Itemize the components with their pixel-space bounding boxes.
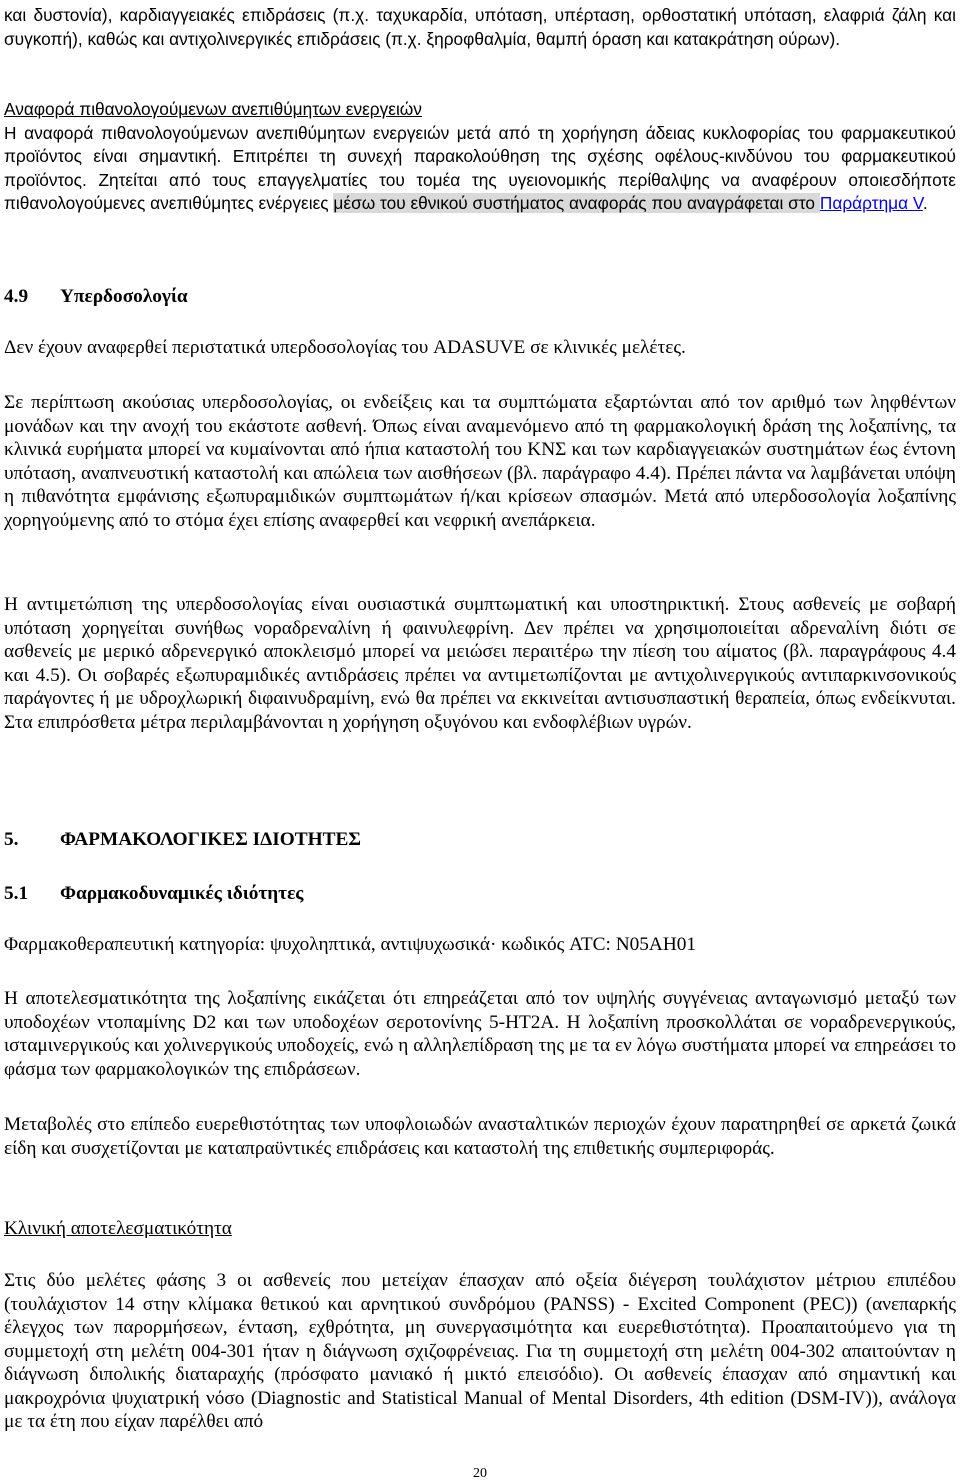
overdose-paragraph-1: Δεν έχουν αναφερθεί περιστατικά υπερδοσολογίας του ADASUVE σε κλινικές μελέτες. [4, 337, 686, 358]
adr-text-2: Ζητείται από τους επαγγελματίες του τομέα της υγειονομικής περίθαλψης να αναφέρουν οποιεσδήποτε πιθανολογούμενες ανεπιθύμητες ενέργειες [4, 169, 956, 213]
adr-text-1: Η αναφορά πιθανολογούμενων ανεπιθύμητων ενεργειών μετά από τη χορήγηση άδειας κυκλοφορίας του φαρμακευτικού προϊόντος είναι σημαντική. Επιτρέπει τη συνεχή παρακολούθηση της σχέσης οφέλους-κινδύνου του φαρμακευτικού προϊόντος. [4, 122, 956, 190]
adr-highlight: μέσω του εθνικού συστήματος αναφοράς που αναγράφεται στο [333, 193, 820, 213]
adr-title: Αναφορά πιθανολογούμενων ανεπιθύμητων ενεργειών [4, 99, 422, 119]
adr-paragraph [4, 122, 956, 216]
pharmacotherapeutic-group: Φαρμακοθεραπευτική κατηγορία: ψυχοληπτικά, αντιψυχωσικά· κωδικός ATC: N05AH01 [4, 934, 697, 955]
annex-v-link[interactable]: Παράρτημα V [819, 193, 923, 213]
overdose-paragraph-3: Η αντιμετώπιση της υπερδοσολογίας είναι ουσιαστικά συμπτωματική και υποστηρικτική. Στους ασθενείς με σοβαρή υπόταση χορηγείται συνήθως νοραδρεναλίνη ή φαινυλεφρίνη. Δεν πρέπει να χρησιμοποιείται αδρεναλίνη διότι σε ασθενείς με μερικό αδρενεργικό αποκλεισμό μπορεί να μειώσει περαιτέρω την πίεση του αίματος (βλ. παραγράφους 4.4 και 4.5). Οι σοβαρές εξωπυραμιδικές αντιδράσεις πρέπει να αντιμετωπίζονται με αντιχολινεργικούς αντιπαρκινσονικούς παράγοντες ή με υδροχλωρική διφαινυδραμίνη, ενώ θα πρέπει να εκκινείται αντισυσπαστική θεραπεία, όπως ενδείκνυται. Στα επιπρόσθετα μέτρα περιλαμβάνονται η χορήγηση οξυγόνου και ενδοφλέβιων υγρών. [4, 594, 956, 733]
overdose-paragraph-2: Σε περίπτωση ακούσιας υπερδοσολογίας, οι ενδείξεις και τα συμπτώματα εξαρτώνται από τον αριθμό των ληφθέντων μονάδων και την ανοχή του εκάστοτε ασθενή. Όπως είναι αναμενόμενο από τη φαρμακολογική δράση της λοξαπίνης, τα κλινικά ευρήματα μπορεί να κυμαίνονται από ήπια καταστολή του ΚΝΣ και των καρδιαγγειακών συστημάτων έως έντονη υπόταση, αναπνευστική καταστολή και απώλεια των αισθήσεων (βλ. παράγραφο 4.4). Πρέπει πάντα να λαμβάνεται υπόψη η πιθανότητα εμφάνισης εξωπυραμιδικών συμπτωμάτων ή/και κρίσεων σπασμών. Μετά από υπερδοσολογία λοξαπίνης χορηγούμενης από το στόμα έχει επίσης αναφερθεί και νεφρική ανεπάρκεια. [4, 392, 956, 531]
intro-paragraph: και δυστονία), καρδιαγγειακές επιδράσεις (π.χ. ταχυκαρδία, υπόταση, υπέρταση, ορθοστατική υπόταση, ελαφριά ζάλη και συγκοπή), καθώς και αντιχολινεργικές επιδράσεις (π.χ. ξηροφθαλμία, θαμπή όραση και κατακράτηση ούρων). [4, 5, 956, 49]
section-5-1-heading [4, 882, 303, 906]
section-title: ΦΑΡΜΑΚΟΛΟΓΙΚΕΣ ΙΔΙΟΤΗΤΕΣ [60, 829, 361, 850]
page-number: 20 [473, 1466, 487, 1481]
pharmacodynamics-paragraph: Η αποτελεσματικότητα της λοξαπίνης εικάζεται ότι επηρεάζεται από τον υψηλής συγγένειας ανταγωνισμό μεταξύ των υποδοχέων ντοπαμίνης D2 και των υποδοχέων σεροτονίνης 5-HT2A. Η λοξαπίνη προσκολλάται σε νοραδρενεργικούς, ισταμινεργικούς και χολινεργικούς υποδοχείς, ενώ η αλληλεπίδραση της με τα εν λόγω συστήματα μπορεί να επηρεάσει το φάσμα των φαρμακολογικών της επιδράσεων. [4, 988, 956, 1080]
section-number: 5.1 [4, 883, 29, 904]
behaviour-paragraph: Μεταβολές στο επίπεδο ευερεθιστότητας των υποφλοιωδών ανασταλτικών περιοχών έχουν παρατηρηθεί σε αρκετά ζωικά είδη και συσχετίζονται με καταπραϋντικές επιδράσεις και καταστολή της επιθετικής συμπεριφοράς. [4, 1114, 956, 1159]
section-title: Φαρμακοδυναμικές ιδιότητες [60, 883, 304, 904]
section-5-heading [4, 828, 361, 852]
adr-end: . [922, 193, 928, 213]
section-4-9-heading [4, 285, 188, 309]
section-title: Υπερδοσολογία [60, 286, 188, 307]
section-number: 4.9 [4, 286, 29, 307]
clinical-efficacy-title: Κλινική αποτελεσματικότητα [4, 1218, 232, 1239]
section-number: 5. [4, 829, 19, 850]
clinical-efficacy-paragraph: Στις δύο μελέτες φάσης 3 οι ασθενείς που μετείχαν έπασχαν από οξεία διέγερση τουλάχιστον μέτριου επιπέδου (τουλάχιστον 14 στην κλίμακα θετικού και αρνητικού συνδρόμου (PANSS) - Excited Component (PEC)) (ανεπαρκής έλεγχος των παρορμήσεων, ένταση, εχθρότητα, μη συνεργασιμότητα και ευερεθιστότητα). Προαπαιτούμενο για τη συμμετοχή στη μελέτη 004-301 ήταν η διάγνωση σχιζοφρένειας. Για τη συμμετοχή στη μελέτη 004-302 απαιτούνταν η διάγνωση διπολικής διαταραχής (πρόσφατο μανιακό ή μικτό επεισόδιο). Οι ασθενείς έπασχαν από σημαντική και μακροχρόνια ψυχιατρική νόσο (Diagnostic and Statistical Manual of Mental Disorders, 4th edition (DSM-IV)), ανάλογα με τα έτη που είχαν παρέλθει από [4, 1270, 956, 1432]
adverse-reactions-block [4, 98, 956, 216]
